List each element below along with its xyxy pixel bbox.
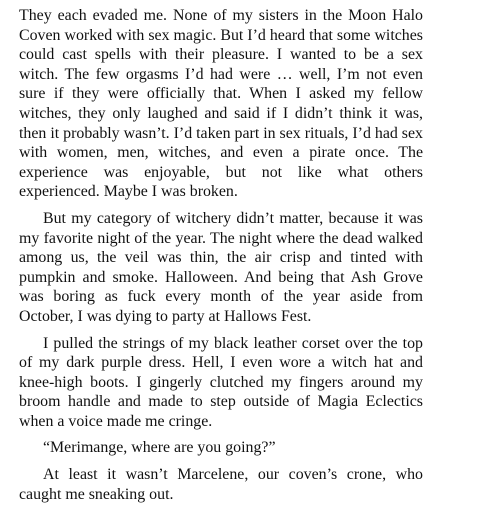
paragraph: At least it wasn’t Marcelene, our coven’s crone, who caught me sneaking out. — [19, 466, 423, 503]
paragraph: They each evaded me. None of my sisters in the Moon Halo Coven worked with sex magic. But I’d heard that some witches could cast spells with their pleasure. I wanted to be a sex witch. The few orgasms I’d had were … well, I’m not even sure if they were officially that. When I asked my fellow witches, they only laughed and said if I didn’t think it was, then it probably wasn’t. I’d taken part in sex rituals, I’d had sex with women, men, witches, and even a pirate once. The experience was enjoyable, but not like what others experienced. Maybe I was broken. — [19, 7, 423, 201]
paragraph: I pulled the strings of my black leather corset over the top of my dark purple dress. Hell, I even wore a witch hat and knee-high boots. I gingerly clutched my fingers around my broom handle and made to step outside of Magia Eclectics when a voice made me cringe. — [19, 334, 423, 430]
paragraph: “Merimange, where are you going?” — [43, 439, 276, 457]
paragraph: But my category of witchery didn’t matter, because it was my favorite night of the year. The night where the dead walked among us, the veil was thin, the air crisp and tinted with pumpkin and smoke. Halloween. And being that Ash Grove was boring as fuck every month of the year aside from October, I was dying to party at Hallows Fest. — [19, 209, 423, 325]
document-page — [19, 6, 423, 511]
